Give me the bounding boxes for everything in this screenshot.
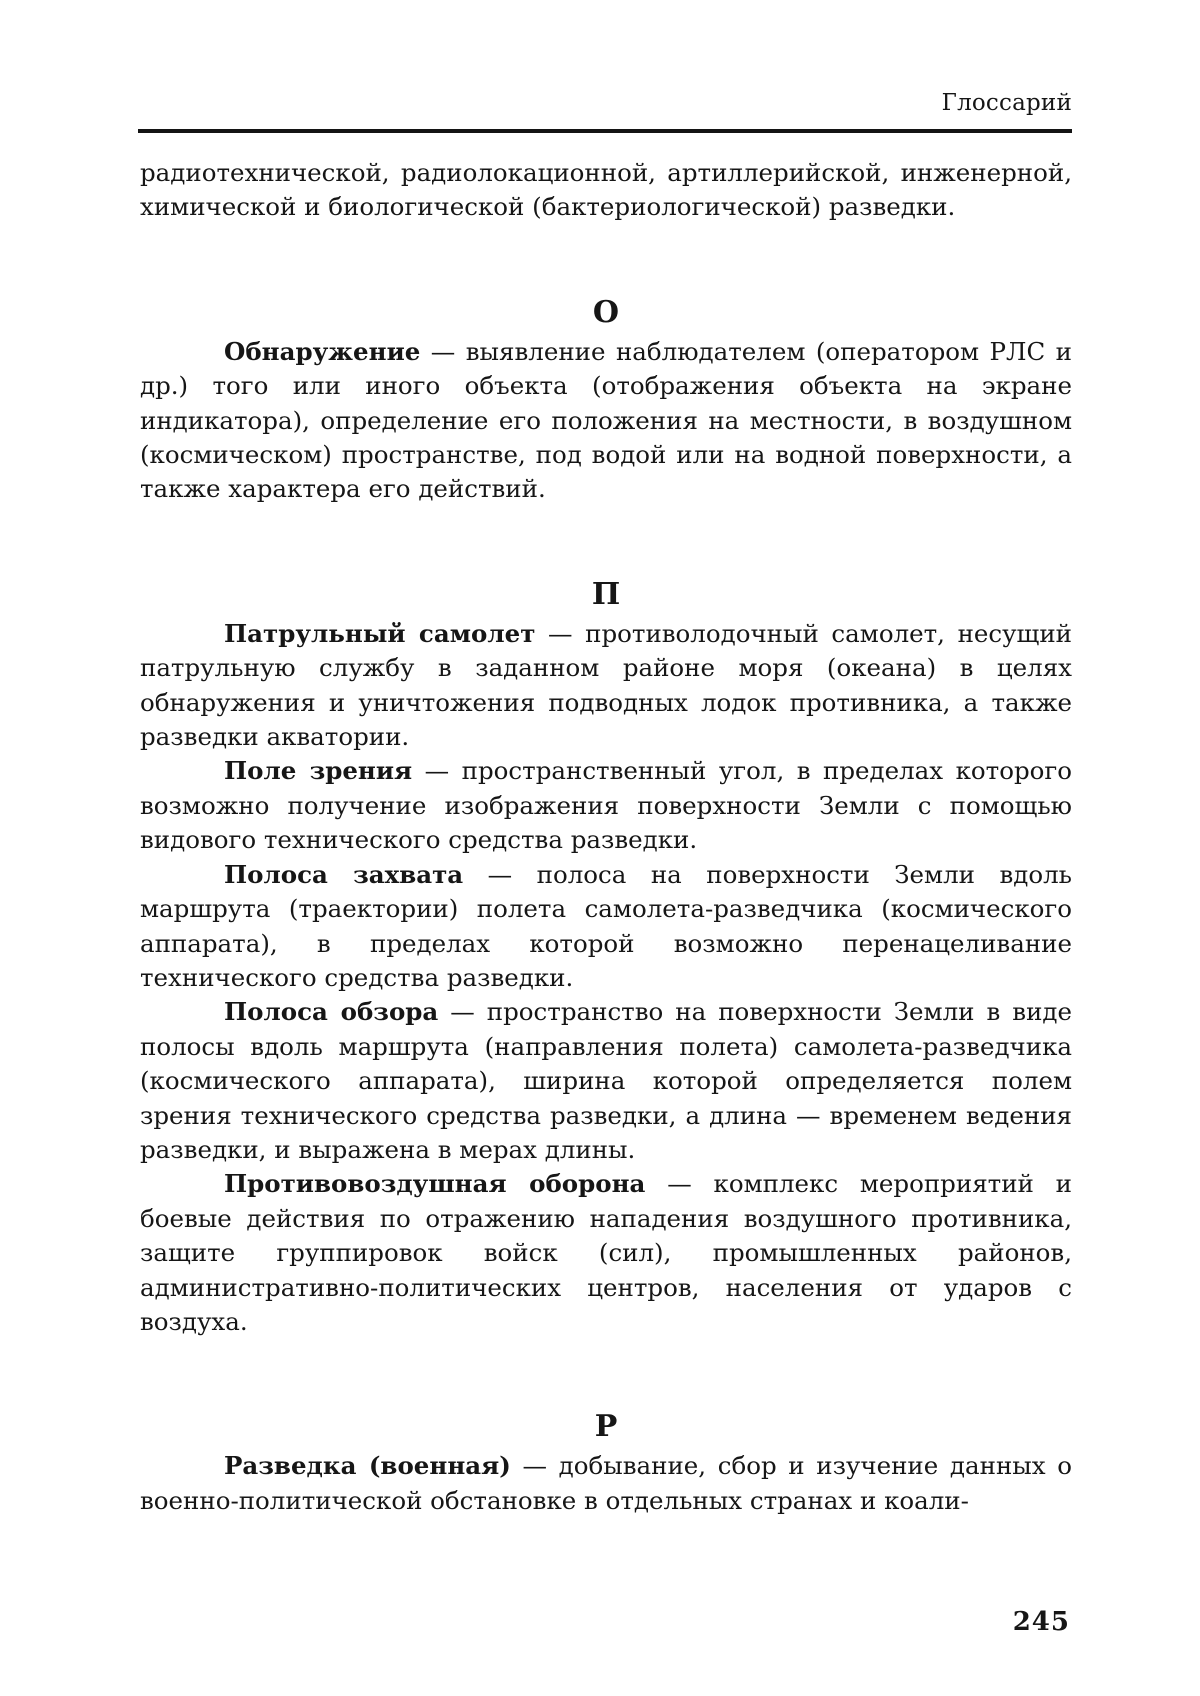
glossary-entry [140, 858, 1072, 996]
section-letter: П [591, 576, 621, 612]
entry-definition: — противолодочный самолет, несущий патрульную службу в заданном районе моря (океана) в целях обнаружения и уничтожения подводных лодок противника, а также разведки акватории. [140, 618, 1072, 752]
entry-term: Поле зрения [224, 756, 413, 786]
entry-term: Патрульный самолет [224, 618, 536, 648]
continuation-paragraph: радиотехнической, радиолокационной, артиллерийской, инженерной, химической и биологической (бактериологической) разведки. [140, 158, 1072, 222]
entry-term: Обнаружение [224, 336, 421, 366]
section-letter: Р [594, 1409, 618, 1445]
entry-definition: — пространство на поверхности Земли в виде полосы вдоль маршрута (направления полета) самолета-разведчика (космического аппарата), ширина которой определяется полем зрения технического средства разведки, а длина — временем ведения разведки, и выражена в мерах длины. [140, 997, 1072, 1164]
section-p [140, 507, 1072, 1340]
section-letter: О [592, 294, 620, 330]
glossary-entry [140, 617, 1072, 755]
glossary-entry [140, 335, 1072, 507]
glossary-body [140, 156, 1072, 1518]
header-rule [138, 129, 1072, 133]
running-head: Глоссарий [941, 90, 1072, 116]
entry-definition: — выявление наблюдателем (оператором РЛС и др.) того или иного объекта (отображения объекта на экране индикатора), определение его положения на местности, в воздушном (космическом) пространстве, под водой или на водной поверхности, а также характера его действий. [140, 336, 1072, 504]
entry-definition: — полоса на поверхности Земли вдоль маршрута (траектории) полета самолета-разведчика (космического аппарата), в пределах которой возможно перенацеливание технического средства разведки. [140, 859, 1072, 992]
entry-term: Противовоздушная оборона [224, 1169, 646, 1199]
section-r [140, 1339, 1072, 1518]
section-o [140, 225, 1072, 507]
entry-definition: — добывание, сбор и изучение данных о военно-политической обстановке в отдельных странах и коали- [140, 1451, 1072, 1515]
entry-term: Полоса обзора [224, 997, 439, 1027]
entry-definition: — комплекс мероприятий и боевые действия по отражению нападения воздушного противника, защите группировок войск (сил), промышленных районов, административно-политических центров, населения от ударов с воздуха. [140, 1169, 1072, 1336]
entry-definition: — пространственный угол, в пределах которого возможно получение изображения поверхности Земли с помощью видового технического средства разведки. [140, 756, 1072, 855]
glossary-entry [140, 1449, 1072, 1518]
glossary-entry [140, 1167, 1072, 1339]
entry-term: Разведка (военная) [224, 1451, 511, 1481]
glossary-entry [140, 754, 1072, 857]
glossary-entry [140, 995, 1072, 1167]
entry-term: Полоса захвата [224, 859, 464, 889]
page-number: 245 [1012, 1607, 1070, 1637]
